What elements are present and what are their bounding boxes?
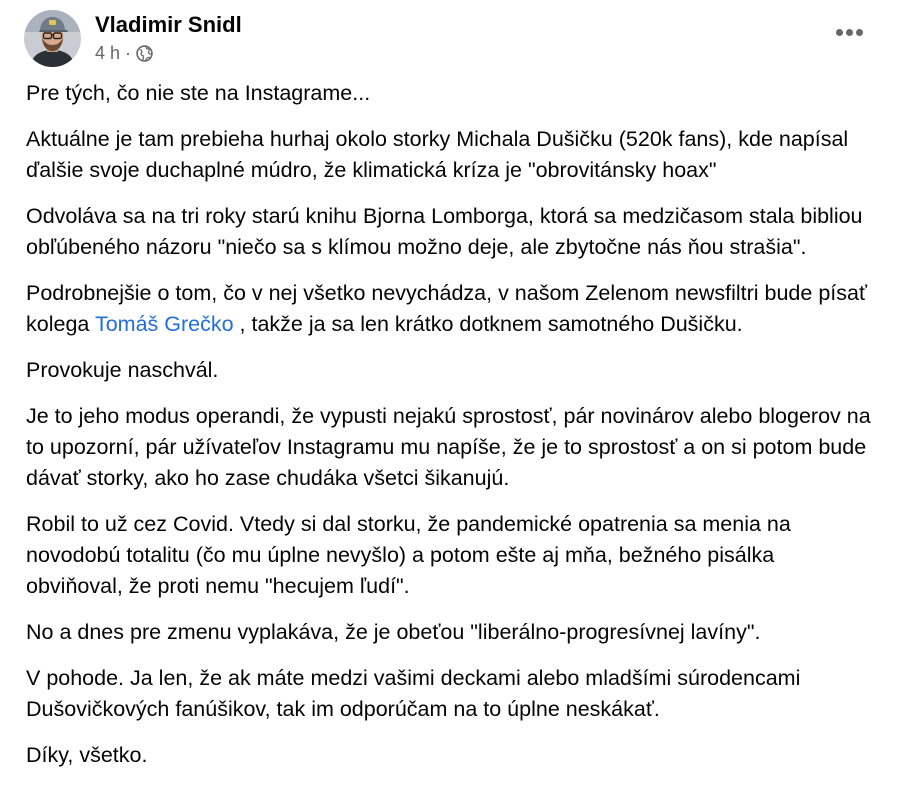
post-paragraph-10: Díky, všetko.	[26, 743, 148, 767]
post-subline	[95, 42, 242, 64]
post-paragraph-2: Aktuálne je tam prebieha hurhaj okolo storky Michala Dušičku (520k fans), kde napísal ďalšie svoje duchaplné múdro, že klimatická kríza je "obrovitánsky hoax"	[26, 127, 849, 182]
avatar-image	[24, 10, 81, 67]
author-name[interactable]: Vladimir Snidl	[95, 12, 242, 37]
post-header	[24, 8, 242, 68]
more-dot-3	[856, 29, 863, 36]
post-paragraph-9: V pohode. Ja len, že ak máte medzi vašimi deckami alebo mladšími súrodencami Dušovičkových fanúšikov, tak im odporúčam na to úplne neskákať.	[26, 666, 801, 721]
more-dot-2	[846, 29, 853, 36]
more-options-icon[interactable]	[831, 20, 867, 44]
globe-icon[interactable]	[136, 45, 153, 62]
post-paragraph-6: Je to jeho modus operandi, že vypusti nejakú sprostosť, pár novinárov alebo blogerov na to upozorní, pár užívateľov Instagramu mu napíše, že je to sprostosť a on si potom bude dávať storky, ako ho zase chudáka všetci šikanujú.	[26, 404, 871, 490]
post-paragraph-1: Pre tých, čo nie ste na Instagrame...	[26, 81, 371, 105]
post-paragraph-8: No a dnes pre zmenu vyplakáva, že je obeťou "liberálno-progresívnej lavíny".	[26, 620, 761, 644]
mention-link[interactable]: Tomáš Grečko	[94, 312, 234, 336]
post-paragraph-5: Provokuje naschvál.	[26, 358, 219, 382]
separator-dot: ·	[125, 43, 132, 63]
post-paragraph-7: Robil to už cez Covid. Vtedy si dal storku, že pandemické opatrenia sa menia na novodobú totalitu (čo mu úplne nevyšlo) a potom ešte aj mňa, bežného pisálka obviňoval, že proti nemu "hecujem ľudí".	[26, 512, 791, 598]
paragraph-4-text-after: , takže ja sa len krátko dotknem samotného Dušičku.	[233, 312, 743, 336]
more-dot-1	[836, 29, 843, 36]
avatar[interactable]	[24, 10, 81, 67]
post-meta	[95, 12, 242, 64]
post-body	[26, 78, 876, 786]
post-paragraph-3: Odvoláva sa na tri roky starú knihu Bjorna Lomborga, ktorá sa medzičasom stala bibliou obľúbeného názoru "niečo sa s klímou možno deje, ale zbytočne nás ňou strašia".	[26, 204, 863, 259]
post-timestamp[interactable]: 4 h	[95, 43, 121, 63]
paragraph-4-text-before: Podrobnejšie o tom, čo v nej všetko nevychádza, v našom Zelenom newsfiltri bude písať kolega	[26, 281, 868, 336]
post-paragraph-4	[26, 278, 876, 340]
